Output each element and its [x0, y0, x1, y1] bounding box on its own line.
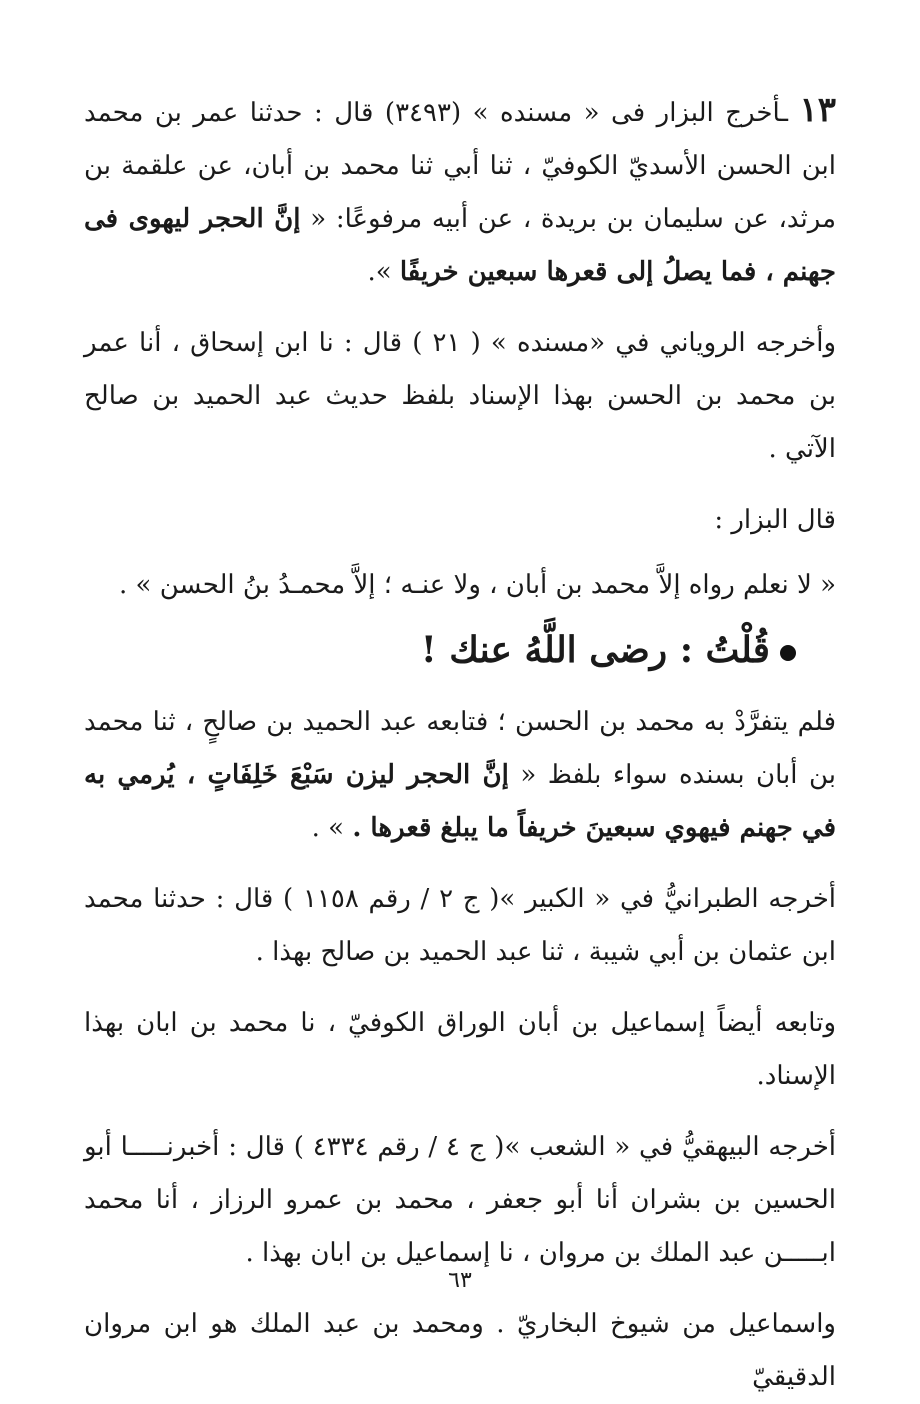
tafarrud-text: فلم يتفرَّدْ به محمد بن الحسن ؛ فتابعه عبد الحميد بن صالحٍ ، ثنا محمد بن أبان بسنده سواء بلفظ «	[84, 707, 837, 790]
page-number: ٦٣	[448, 1268, 472, 1293]
hadith-13-paragraph	[84, 84, 836, 299]
tafarrud-end: » .	[311, 813, 353, 843]
hadith-13-text: أخرج البزار فى « مسنده » (٣٤٩٣) قال : حدثنا عمر بن محمد ابن الحسن الأسديّ الكوفيّ ، ثنا أبي ثنا محمد بن أبان، عن علقمة بن مرثد، عن سليمان بن بريدة ، عن أبيه مرفوعًا: «	[84, 98, 836, 234]
ruyani-paragraph: وأخرجه الروياني في «مسنده » ( ٢١ ) قال : نا ابن إسحاق ، أنا عمر بن محمد بن الحسن بهذا الإسناد بلفظ حديث عبد الحميد بن صالح الآتي .	[84, 328, 836, 464]
qultu-heading-text: قُلْتُ : رضى اللَّهُ عنك !	[420, 629, 770, 671]
bullet-icon	[780, 645, 796, 661]
bazzar-said-line: قال البزار :	[714, 505, 836, 535]
ismail-paragraph: وتابعه أيضاً إسماعيل بن أبان الوراق الكوفيّ ، نا محمد بن ابان بهذا الإسناد.	[84, 1008, 836, 1091]
hadith-number: ١٣	[799, 90, 837, 130]
qultu-heading	[84, 622, 796, 678]
hadith-number-dash: ـ	[780, 98, 800, 128]
closing-paragraph: واسماعيل من شيوخ البخاريّ . ومحمد بن عبد الملك هو ابن مروان الدقيقيّ	[84, 1309, 836, 1392]
bazzar-quote-line: « لا نعلم رواه إلاَّ محمد بن أبان ، ولا عنـه ؛ إلاَّ محمـدُ بنُ الحسن » .	[119, 570, 836, 600]
hadith-13-end: ».	[367, 257, 400, 287]
bayhaqi-paragraph: أخرجه البيهقيُّ في « الشعب »( ج ٤ / رقم ٤٣٣٤ ) قال : أخبرنـــــا أبو الحسين بن بشران أنا أبو جعفر ، محمد بن عمرو الرزاز ، أنا محمد ابـــــن عبد الملك بن مروان ، نا إسماعيل بن ابان بهذا .	[84, 1132, 837, 1268]
tafarrud-paragraph	[84, 696, 836, 855]
tabarani-paragraph: أخرجه الطبرانيُّ في « الكبير »( ج ٢ / رقم ١١٥٨ ) قال : حدثنا محمد ابن عثمان بن أبي شيبة ، ثنا عبد الحميد بن صالح بهذا .	[84, 884, 837, 967]
page-body	[84, 84, 836, 1404]
tafarrud-quote: إنَّ الحجر ليزن سَبْعَ خَلِفَاتٍ ، يُرمي به في جهنم فيهوي سبعينَ خريفاً ما يبلغ قعرها .	[84, 760, 836, 843]
hadith-13-quote: إنَّ الحجر ليهوى فى جهنم ، فما يصلُ إلى قعرها سبعين خريفًا	[84, 204, 836, 287]
